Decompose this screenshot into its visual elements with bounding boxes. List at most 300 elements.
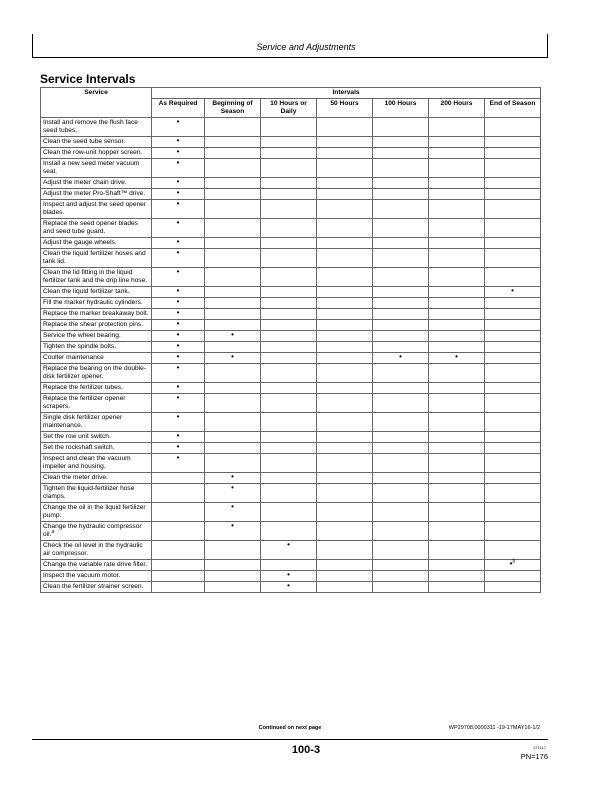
interval-mark-cell (485, 413, 541, 432)
interval-mark-cell (373, 219, 429, 238)
table-row (41, 118, 541, 137)
interval-mark-cell (205, 413, 261, 432)
interval-mark-cell (373, 503, 429, 522)
table-row (41, 219, 541, 238)
interval-mark-cell (485, 178, 541, 189)
service-text: Clean the row-unit hopper screen. (43, 149, 143, 156)
interval-mark-cell (485, 238, 541, 249)
bullet-mark: • (511, 286, 514, 295)
interval-mark-cell (152, 560, 205, 571)
interval-mark-cell (317, 432, 373, 443)
interval-mark-cell (261, 268, 317, 287)
service-cell (41, 238, 152, 249)
service-text: Set the row unit switch. (43, 433, 111, 440)
table-row (41, 320, 541, 331)
interval-mark-cell (317, 342, 373, 353)
interval-mark-cell (261, 331, 317, 342)
bullet-mark: • (231, 502, 234, 511)
service-cell (41, 413, 152, 432)
interval-mark-cell (205, 287, 261, 298)
interval-mark-cell (152, 219, 205, 238)
service-cell (41, 189, 152, 200)
table-row (41, 432, 541, 443)
table-row (41, 137, 541, 148)
interval-mark-cell (317, 219, 373, 238)
running-header: Service and Adjustments (256, 42, 356, 52)
document-code: WP29708,0000311 -19-17MAY16-1/2 (448, 725, 540, 731)
interval-mark-cell (317, 148, 373, 159)
bullet-mark: • (176, 341, 180, 350)
bullet-mark: • (176, 177, 180, 186)
interval-mark-cell (317, 331, 373, 342)
interval-mark-cell (373, 342, 429, 353)
interval-mark-cell (429, 137, 485, 148)
table-row (41, 249, 541, 268)
interval-mark-cell (261, 394, 317, 413)
interval-mark-cell (429, 287, 485, 298)
interval-mark-cell (373, 200, 429, 219)
table-row (41, 309, 541, 320)
service-text: Install and remove the flush face seed tubes. (43, 119, 138, 134)
interval-mark-cell (317, 353, 373, 364)
table-row (41, 383, 541, 394)
interval-mark-cell (205, 137, 261, 148)
table-row (41, 178, 541, 189)
interval-mark-cell (205, 484, 261, 503)
interval-mark-cell (317, 238, 373, 249)
interval-mark-cell (485, 159, 541, 178)
service-text: Replace the seed opener blades and seed tube guard. (43, 220, 138, 235)
interval-column-header: As Required (152, 99, 205, 118)
service-text: Clean the fertilizer strainer screen. (43, 583, 144, 590)
bullet-mark: • (176, 297, 180, 306)
interval-mark-cell (485, 353, 541, 364)
interval-mark-cell (485, 443, 541, 454)
interval-mark-cell (373, 394, 429, 413)
service-text: Clean the seed tube sensor. (43, 138, 126, 145)
interval-mark-cell (429, 541, 485, 560)
service-text: Change the variable rate drive filter. (43, 561, 148, 568)
pn-number: PN=176 (520, 752, 548, 761)
interval-mark-cell (429, 522, 485, 541)
interval-mark-cell (429, 454, 485, 473)
interval-mark-cell (373, 432, 429, 443)
table-row (41, 394, 541, 413)
interval-column-header: End of Season (485, 99, 541, 118)
interval-mark-cell (485, 394, 541, 413)
footnote-marker: a (51, 528, 55, 535)
interval-mark-cell (373, 454, 429, 473)
interval-mark-cell (373, 522, 429, 541)
service-text: Clean the lid fitting in the liquid fertilizer tank and the drip line hose. (43, 269, 148, 284)
interval-mark-cell (152, 473, 205, 484)
service-cell (41, 432, 152, 443)
interval-mark-cell (485, 560, 541, 571)
interval-mark-cell (429, 331, 485, 342)
interval-mark-cell (317, 571, 373, 582)
service-text: Check the oil level in the hydraulic air compressor. (43, 542, 143, 557)
service-cell (41, 443, 152, 454)
service-cell (41, 118, 152, 137)
interval-mark-cell (485, 432, 541, 443)
interval-mark-cell (485, 320, 541, 331)
interval-mark-cell (261, 413, 317, 432)
interval-mark-cell (485, 484, 541, 503)
bullet-mark: • (176, 147, 180, 156)
interval-mark-cell (152, 571, 205, 582)
table-row (41, 342, 541, 353)
interval-mark-cell (429, 432, 485, 443)
interval-mark-cell (261, 309, 317, 320)
interval-mark-cell (261, 443, 317, 454)
service-cell (41, 287, 152, 298)
table-row (41, 522, 541, 541)
interval-mark-cell (429, 249, 485, 268)
service-cell (41, 331, 152, 342)
interval-mark-cell (261, 219, 317, 238)
table-row (41, 298, 541, 309)
interval-mark-cell (152, 249, 205, 268)
interval-mark-cell (205, 522, 261, 541)
bullet-mark: • (176, 248, 180, 257)
bullet-mark: • (176, 453, 180, 462)
interval-mark-cell (152, 178, 205, 189)
interval-mark-cell (373, 320, 429, 331)
table-body (41, 118, 541, 593)
interval-mark-cell (317, 582, 373, 593)
interval-mark-cell (429, 394, 485, 413)
interval-mark-cell (429, 200, 485, 219)
print-code: 071117 (533, 745, 546, 750)
interval-mark-cell (317, 503, 373, 522)
table-row (41, 454, 541, 473)
interval-mark-cell (317, 413, 373, 432)
table-row (41, 287, 541, 298)
interval-mark-cell (261, 560, 317, 571)
header-divider (32, 57, 548, 58)
table-row (41, 159, 541, 178)
bullet-mark: • (287, 540, 290, 549)
service-cell (41, 137, 152, 148)
service-cell (41, 159, 152, 178)
interval-mark-cell (261, 238, 317, 249)
service-text: Inspect and clean the vacuum impeller and housing. (43, 455, 131, 470)
interval-mark-cell (373, 413, 429, 432)
interval-mark-cell (485, 137, 541, 148)
interval-column-header: 100 Hours (373, 99, 429, 118)
interval-mark-cell (485, 249, 541, 268)
service-text: Adjust the meter chain drive. (43, 179, 127, 186)
interval-mark-cell (373, 383, 429, 394)
service-text: Service the wheel bearing. (43, 332, 121, 339)
interval-mark-cell (152, 298, 205, 309)
service-column-header: Service (41, 88, 152, 118)
service-text: Clean the liquid fertilizer hoses and tank lid. (43, 250, 146, 265)
service-text: Replace the fertilizer opener scrapers. (43, 395, 126, 410)
service-text: Adjust the meter Pro-Shaft™ drive. (43, 190, 146, 197)
interval-mark-cell (317, 268, 373, 287)
interval-column-header: Beginning of Season (205, 99, 261, 118)
bullet-mark: • (176, 188, 180, 197)
service-text: Install a new seed meter vacuum seal. (43, 160, 140, 175)
bullet-mark: • (176, 308, 180, 317)
interval-mark-cell (373, 118, 429, 137)
interval-mark-cell (205, 238, 261, 249)
table-row (41, 353, 541, 364)
interval-mark-cell (373, 582, 429, 593)
interval-mark-cell (205, 503, 261, 522)
bullet-mark: • (455, 352, 458, 361)
interval-mark-cell (317, 118, 373, 137)
interval-mark-cell (373, 443, 429, 454)
interval-mark-cell (261, 522, 317, 541)
interval-mark-cell (152, 432, 205, 443)
interval-mark-cell (261, 148, 317, 159)
interval-mark-cell (261, 189, 317, 200)
table-row (41, 473, 541, 484)
bullet-mark: • (176, 237, 180, 246)
interval-mark-cell (429, 503, 485, 522)
continued-note: Continued on next page (258, 725, 322, 731)
interval-mark-cell (429, 443, 485, 454)
interval-mark-cell (485, 522, 541, 541)
interval-mark-cell (373, 364, 429, 383)
service-intervals-table (40, 87, 541, 593)
interval-mark-cell (261, 137, 317, 148)
interval-mark-cell (429, 413, 485, 432)
interval-mark-cell (373, 249, 429, 268)
interval-mark-cell (261, 484, 317, 503)
service-text: Set the rockshaft switch. (43, 444, 115, 451)
interval-mark-cell (429, 148, 485, 159)
interval-mark-cell (152, 118, 205, 137)
table-row (41, 571, 541, 582)
bullet-mark: • (176, 412, 180, 421)
table-row (41, 541, 541, 560)
interval-mark-cell (429, 364, 485, 383)
interval-mark-cell (205, 571, 261, 582)
footnote-marker: b (512, 558, 516, 565)
interval-mark-cell (205, 298, 261, 309)
interval-mark-cell (373, 148, 429, 159)
interval-mark-cell (317, 189, 373, 200)
interval-mark-cell (261, 432, 317, 443)
interval-mark-cell (429, 383, 485, 394)
service-cell (41, 571, 152, 582)
interval-mark-cell (152, 287, 205, 298)
interval-mark-cell (317, 137, 373, 148)
interval-mark-cell (205, 353, 261, 364)
table-row (41, 189, 541, 200)
bullet-mark: • (231, 472, 234, 481)
interval-mark-cell (317, 178, 373, 189)
interval-mark-cell (429, 320, 485, 331)
table-row (41, 484, 541, 503)
interval-mark-cell (373, 571, 429, 582)
interval-mark-cell (485, 309, 541, 320)
interval-mark-cell (261, 200, 317, 219)
bullet-mark: • (176, 382, 180, 391)
interval-mark-cell (152, 331, 205, 342)
interval-mark-cell (152, 159, 205, 178)
interval-mark-cell (317, 287, 373, 298)
interval-mark-cell (205, 219, 261, 238)
service-cell (41, 249, 152, 268)
service-cell (41, 200, 152, 219)
bullet-mark: • (176, 442, 180, 451)
service-text: Change the oil in the liquid fertilizer pump. (43, 504, 146, 519)
interval-mark-cell (373, 309, 429, 320)
bullet-mark: • (176, 352, 180, 361)
bullet-mark: • (176, 218, 180, 227)
interval-mark-cell (429, 118, 485, 137)
interval-mark-cell (485, 148, 541, 159)
interval-column-header: 10 Hours or Daily (261, 99, 317, 118)
bullet-mark: • (176, 158, 180, 167)
interval-mark-cell (205, 189, 261, 200)
bullet-mark: • (176, 286, 180, 295)
interval-mark-cell (152, 364, 205, 383)
service-cell (41, 298, 152, 309)
interval-mark-cell (317, 364, 373, 383)
service-cell (41, 522, 152, 541)
interval-column-header: 50 Hours (317, 99, 373, 118)
service-cell (41, 309, 152, 320)
interval-mark-cell (152, 383, 205, 394)
bullet-mark: • (287, 581, 290, 590)
service-cell (41, 219, 152, 238)
interval-mark-cell (373, 484, 429, 503)
interval-mark-cell (317, 383, 373, 394)
interval-mark-cell (485, 473, 541, 484)
service-text: Replace the bearing on the double-disk fertilizer opener. (43, 365, 147, 380)
service-text: Inspect the vacuum motor. (43, 572, 121, 579)
bullet-mark: • (176, 199, 180, 208)
interval-mark-cell (205, 432, 261, 443)
interval-mark-cell (261, 541, 317, 560)
interval-mark-cell (373, 287, 429, 298)
interval-mark-cell (205, 200, 261, 219)
interval-mark-cell (429, 560, 485, 571)
interval-mark-cell (152, 200, 205, 219)
interval-mark-cell (205, 249, 261, 268)
interval-mark-cell (152, 394, 205, 413)
interval-mark-cell (373, 541, 429, 560)
service-cell (41, 353, 152, 364)
interval-mark-cell (317, 560, 373, 571)
interval-mark-cell (205, 159, 261, 178)
interval-mark-cell (317, 298, 373, 309)
interval-mark-cell (373, 331, 429, 342)
interval-mark-cell (429, 309, 485, 320)
interval-mark-cell (205, 342, 261, 353)
interval-mark-cell (261, 320, 317, 331)
interval-mark-cell (152, 443, 205, 454)
interval-mark-cell (205, 148, 261, 159)
interval-mark-cell (152, 238, 205, 249)
interval-mark-cell (152, 268, 205, 287)
service-cell (41, 560, 152, 571)
interval-mark-cell (205, 268, 261, 287)
service-cell (41, 268, 152, 287)
service-cell (41, 342, 152, 353)
interval-mark-cell (205, 178, 261, 189)
interval-mark-cell (152, 342, 205, 353)
bullet-mark: • (176, 117, 180, 126)
interval-mark-cell (429, 353, 485, 364)
interval-mark-cell (485, 189, 541, 200)
service-text: Tighten the liquid-fertilizer hose clamps. (43, 485, 135, 500)
interval-mark-cell (485, 268, 541, 287)
bullet-mark: • (176, 330, 180, 339)
service-cell (41, 364, 152, 383)
interval-mark-cell (152, 353, 205, 364)
interval-mark-cell (373, 137, 429, 148)
table-row (41, 331, 541, 342)
interval-mark-cell (373, 353, 429, 364)
table-row (41, 364, 541, 383)
service-text: Fill the marker hydraulic cylinders. (43, 299, 143, 306)
service-text: Single disk fertilizer opener maintenance. (43, 414, 123, 429)
interval-mark-cell (485, 541, 541, 560)
interval-mark-cell (261, 571, 317, 582)
interval-mark-cell (485, 200, 541, 219)
interval-mark-cell (373, 238, 429, 249)
interval-mark-cell (317, 320, 373, 331)
interval-mark-cell (261, 503, 317, 522)
interval-mark-cell (317, 484, 373, 503)
table-row (41, 148, 541, 159)
interval-mark-cell (205, 320, 261, 331)
table-row (41, 413, 541, 432)
interval-column-header: 200 Hours (429, 99, 485, 118)
interval-mark-cell (261, 582, 317, 593)
interval-mark-cell (205, 383, 261, 394)
service-cell (41, 484, 152, 503)
table-row (41, 238, 541, 249)
interval-mark-cell (485, 582, 541, 593)
bullet-mark: • (176, 393, 180, 402)
interval-mark-cell (152, 541, 205, 560)
table-row (41, 200, 541, 219)
interval-mark-cell (373, 178, 429, 189)
interval-mark-cell (317, 443, 373, 454)
service-cell (41, 454, 152, 473)
interval-mark-cell (152, 137, 205, 148)
interval-mark-cell (261, 159, 317, 178)
interval-mark-cell (429, 268, 485, 287)
bullet-mark: • (176, 319, 180, 328)
interval-mark-cell (485, 364, 541, 383)
interval-mark-cell (152, 522, 205, 541)
bullet-mark: • (176, 136, 180, 145)
interval-mark-cell (485, 298, 541, 309)
interval-mark-cell (317, 200, 373, 219)
interval-mark-cell (373, 159, 429, 178)
service-cell (41, 394, 152, 413)
footer-divider (32, 739, 548, 740)
interval-mark-cell (205, 454, 261, 473)
interval-mark-cell (317, 454, 373, 473)
service-text: Replace the fertilizer tubes. (43, 384, 123, 391)
interval-mark-cell (261, 118, 317, 137)
intervals-group-header: Intervals (152, 88, 541, 99)
interval-mark-cell (485, 503, 541, 522)
table-row (41, 268, 541, 287)
interval-mark-cell (429, 342, 485, 353)
interval-mark-cell (317, 522, 373, 541)
bullet-mark: • (509, 559, 513, 568)
